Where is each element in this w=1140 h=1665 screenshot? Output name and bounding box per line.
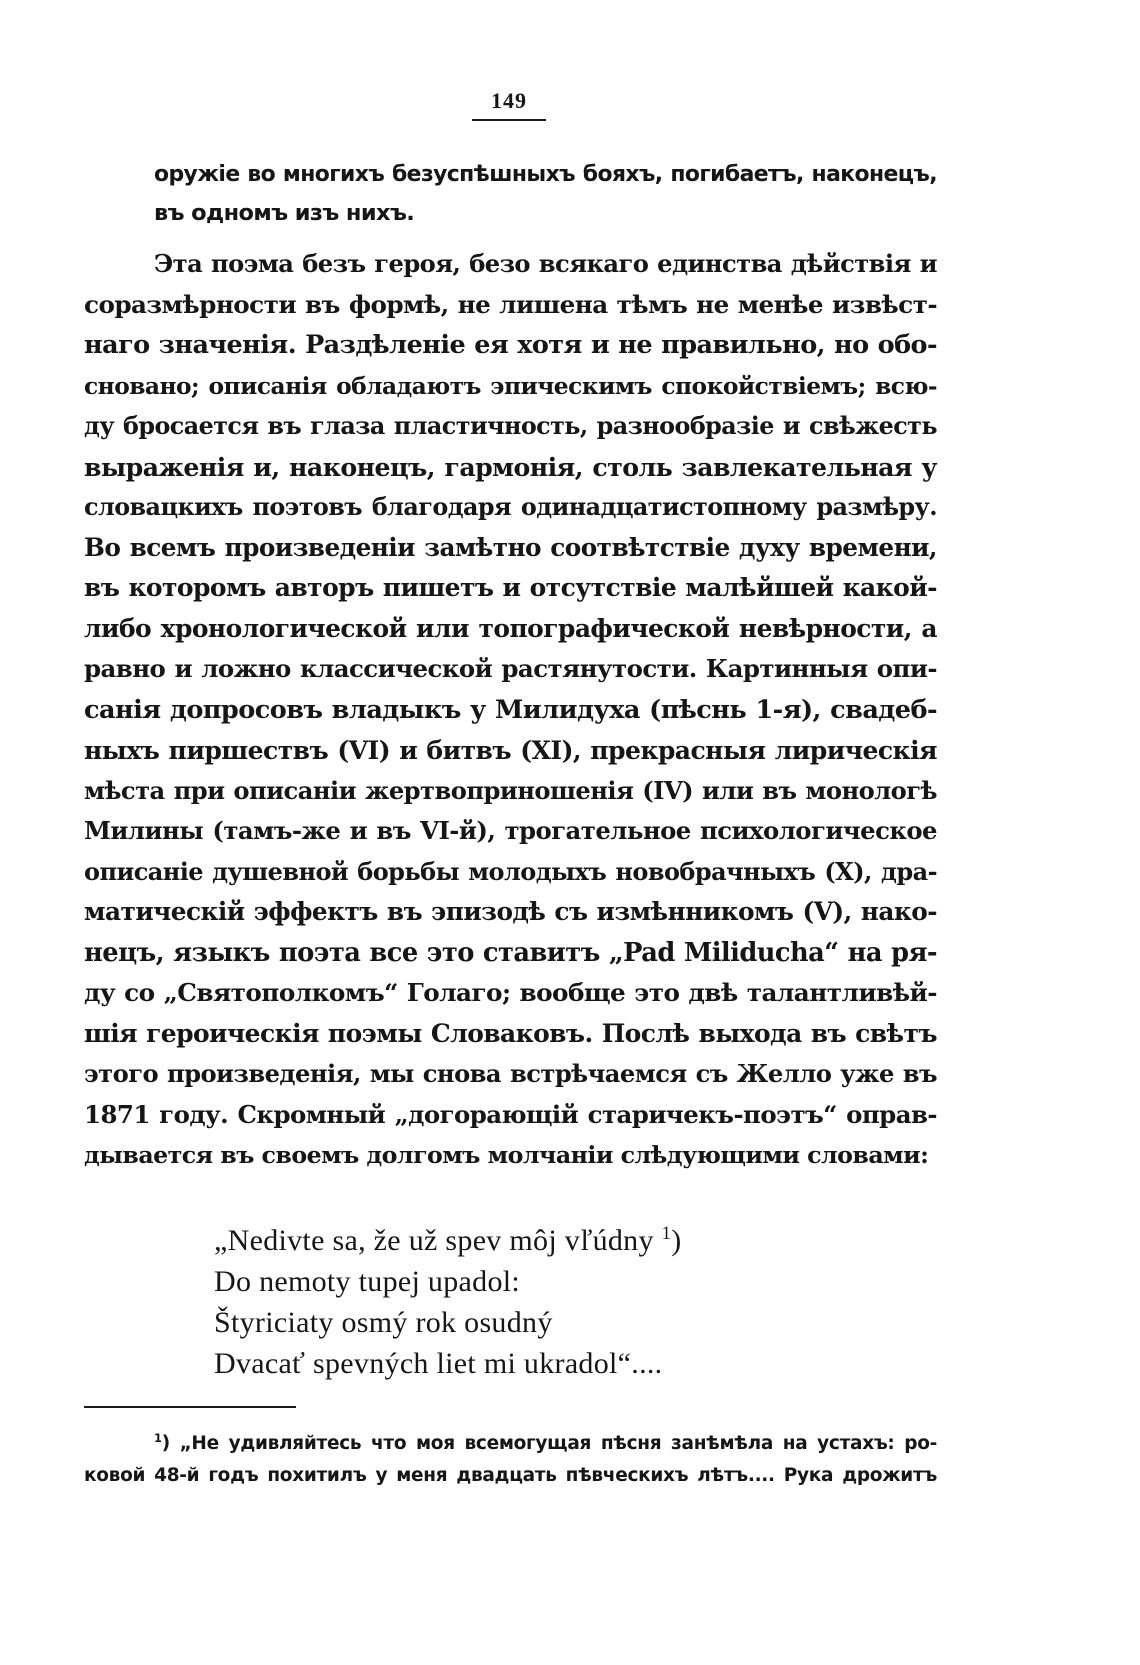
- text-line: санія допросовъ владыкъ у Милидуха (пѣснь 1-я), свадеб-: [84, 694, 937, 725]
- text-line: выраженія и, наконецъ, гармонія, столь завлекательная у: [84, 451, 937, 482]
- text-line: Милины (тамъ-же и въ VI-й), трогательное психологическое: [84, 816, 937, 845]
- poem-quote: [214, 1220, 681, 1384]
- continuation-paragraph: [154, 155, 937, 233]
- text-line: дывается въ своемъ долгомъ молчаніи слѣдующими словами:: [84, 1141, 929, 1169]
- text-line: сновано; описанія обладаютъ эпическимъ спокойствіемъ; всю-: [84, 371, 937, 400]
- text-line: мѣста при описаніи жертвоприношенія (IV) или въ монологѣ: [84, 775, 937, 805]
- text-line: въ одномъ изъ нихъ.: [154, 200, 415, 226]
- poem-line: Do nemoty tupej upadol:: [214, 1265, 521, 1298]
- text-line: соразмѣрности въ формѣ, не лишена тѣмъ не менѣе извѣст-: [84, 289, 937, 319]
- text-line: нецъ, языкъ поэта все это ставитъ „Pad Miliducha“ на ря-: [84, 937, 937, 968]
- text-line: описаніе душевной борьбы молодыхъ новобрачныхъ (X), дра-: [84, 856, 937, 886]
- text-line: равно и ложно классической растянутости. Картинныя опи-: [84, 654, 937, 683]
- text-line: оружіе во многихъ безуспѣшныхъ бояхъ, погибаетъ, наконецъ,: [154, 162, 937, 187]
- text-line: словацкихъ поэтовъ благодаря одинадцатистопному размѣру.: [84, 493, 937, 521]
- footnote: [84, 1428, 937, 1492]
- text-line: ду бросается въ глаза пластичность, разнообразіе и свѣжесть: [84, 412, 937, 440]
- footnote-mark: 1: [154, 1431, 162, 1446]
- text-line: Во всемъ произведеніи замѣтно соотвѣтствіе духу времени,: [84, 532, 937, 562]
- text-line: Эта поэма безъ героя, безо всякаго единства дѣйствія и: [154, 249, 937, 278]
- body-paragraph: [84, 244, 937, 1176]
- text-line: шія героическія поэмы Словаковъ. Послѣ выхода въ свѣтъ: [84, 1018, 937, 1048]
- page-number-underline: [472, 119, 546, 121]
- poem-line-text: „Nedivte sa, že už spev môj vľúdny: [214, 1224, 654, 1257]
- footnote-line: [84, 1428, 937, 1460]
- footnote-reference-paren: ): [671, 1224, 682, 1257]
- poem-line: Štyriciaty osmý rok osudný: [214, 1306, 553, 1339]
- text-line: этого произведенія, мы снова встрѣчаемся съ Желло уже въ: [84, 1059, 937, 1088]
- text-line: ныхъ пиршествъ (VI) и битвъ (XI), прекрасныя лирическія: [84, 735, 937, 765]
- text-line: въ которомъ авторъ пишетъ и отсутствіе малѣйшей какой-: [84, 573, 937, 602]
- text-line: матическій эффектъ въ эпизодѣ съ измѣнникомъ (V), нако-: [84, 897, 937, 926]
- poem-line: [214, 1220, 681, 1261]
- footnote-reference: 1: [661, 1222, 672, 1244]
- footnote-mark-paren: ): [161, 1433, 170, 1454]
- footnote-line: ковой 48-й годъ похитилъ у меня двадцать пѣвческихъ лѣтъ.... Рука дрожитъ: [84, 1465, 937, 1486]
- text-line: 1871 году. Скромный „догорающій старичекъ-поэтъ“ оправ-: [84, 1099, 937, 1129]
- text-line: наго значенія. Раздѣленіе ея хотя и не правильно, но обо-: [84, 330, 937, 360]
- footnote-separator: [84, 1406, 296, 1408]
- poem-line: Dvacať spevných liet mi ukradol“....: [214, 1347, 663, 1380]
- text-line: ду со „Святополкомъ“ Голаго; вообще это двѣ талантливѣй-: [84, 978, 937, 1007]
- page-number: 149: [491, 88, 527, 113]
- text-line: либо хронологической или топографической невѣрности, а: [84, 613, 937, 643]
- footnote-text: „Не удивляйтесь что моя всемогущая пѣсня занѣмѣла на устахъ: ро-: [179, 1433, 937, 1454]
